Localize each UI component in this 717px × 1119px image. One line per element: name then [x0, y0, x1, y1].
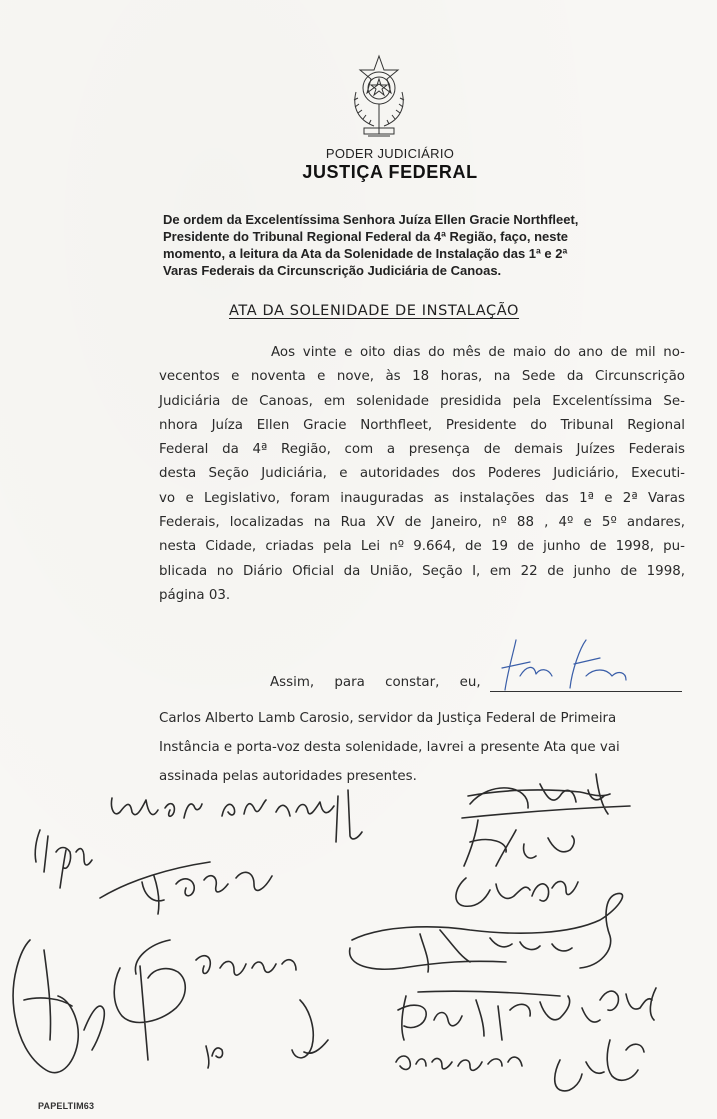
- body-line: Federal da 4ª Região, com a presença de demais Juízes Federais: [159, 442, 685, 458]
- closing-paragraph: [159, 704, 685, 791]
- body-line: Federais, localizadas na Rua XV de Janeiro, nº 88 , 4º e 5º andares,: [159, 515, 685, 531]
- assim-word: para: [334, 675, 365, 690]
- org-header: [0, 146, 717, 183]
- body-line: Aos vinte e oito dias do mês de maio do ano de mil no-: [271, 345, 685, 360]
- body-line: página 03.: [159, 587, 231, 603]
- closing-line: Carlos Alberto Lamb Carosio, servidor da Justiça Federal de Primeira: [159, 711, 617, 726]
- closing-line: Instância e porta-voz desta solenidade, lavrei a presente Ata que vai: [159, 740, 620, 755]
- assim-line: [270, 675, 497, 690]
- org-subtitle: PODER JUDICIÁRIO: [325, 146, 455, 161]
- body-line: desta Seção Judiciária, e autoridades dos Poderes Judiciário, Executi-: [159, 466, 685, 482]
- body-line: vecentos e noventa e nove, às 18 horas, na Sede da Circunscrição: [159, 369, 685, 385]
- assim-word: Assim,: [270, 675, 315, 690]
- assim-word: eu,: [459, 675, 481, 690]
- body-line: vo e Legislativo, foram inauguradas as instalações das 1ª e 2ª Varas: [159, 490, 685, 506]
- spokesperson-signature: [502, 640, 626, 690]
- preamble-paragraph: [163, 211, 683, 279]
- preamble-line: Presidente do Tribunal Regional Federal da 4ª Região, faço, neste: [163, 229, 569, 244]
- body-line: blicada no Diário Oficial da União, Seção I, em 22 de junho de 1998,: [159, 563, 685, 579]
- ata-body: [159, 341, 685, 608]
- handwritten-signatures: [13, 774, 656, 1091]
- preamble-line: Varas Federais da Circunscrição Judiciária de Canoas.: [163, 263, 502, 278]
- assim-word: constar,: [385, 675, 440, 690]
- brasao-emblem: [346, 52, 412, 142]
- body-line: Judiciária de Canoas, em solenidade presidida pela Excelentíssima Se-: [159, 393, 685, 409]
- body-line: nhora Juíza Ellen Gracie Northfleet, Presidente do Tribunal Regional: [159, 417, 685, 433]
- preamble-line: De ordem da Excelentíssima Senhora Juíza Ellen Gracie Northfleet,: [163, 212, 579, 227]
- closing-line: assinada pelas autoridades presentes.: [159, 769, 417, 784]
- footer-code: PAPELTIM63: [38, 1101, 95, 1111]
- signature-line: [490, 691, 682, 692]
- org-title: JUSTIÇA FEDERAL: [302, 162, 478, 182]
- body-line: nesta Cidade, criadas pela Lei nº 9.664, de 19 de junho de 1998, pu-: [159, 539, 685, 555]
- preamble-line: momento, a leitura da Ata da Solenidade de Instalação das 1ª e 2ª: [163, 246, 568, 261]
- ata-title: ATA DA SOLENIDADE DE INSTALAÇÃO: [229, 303, 520, 319]
